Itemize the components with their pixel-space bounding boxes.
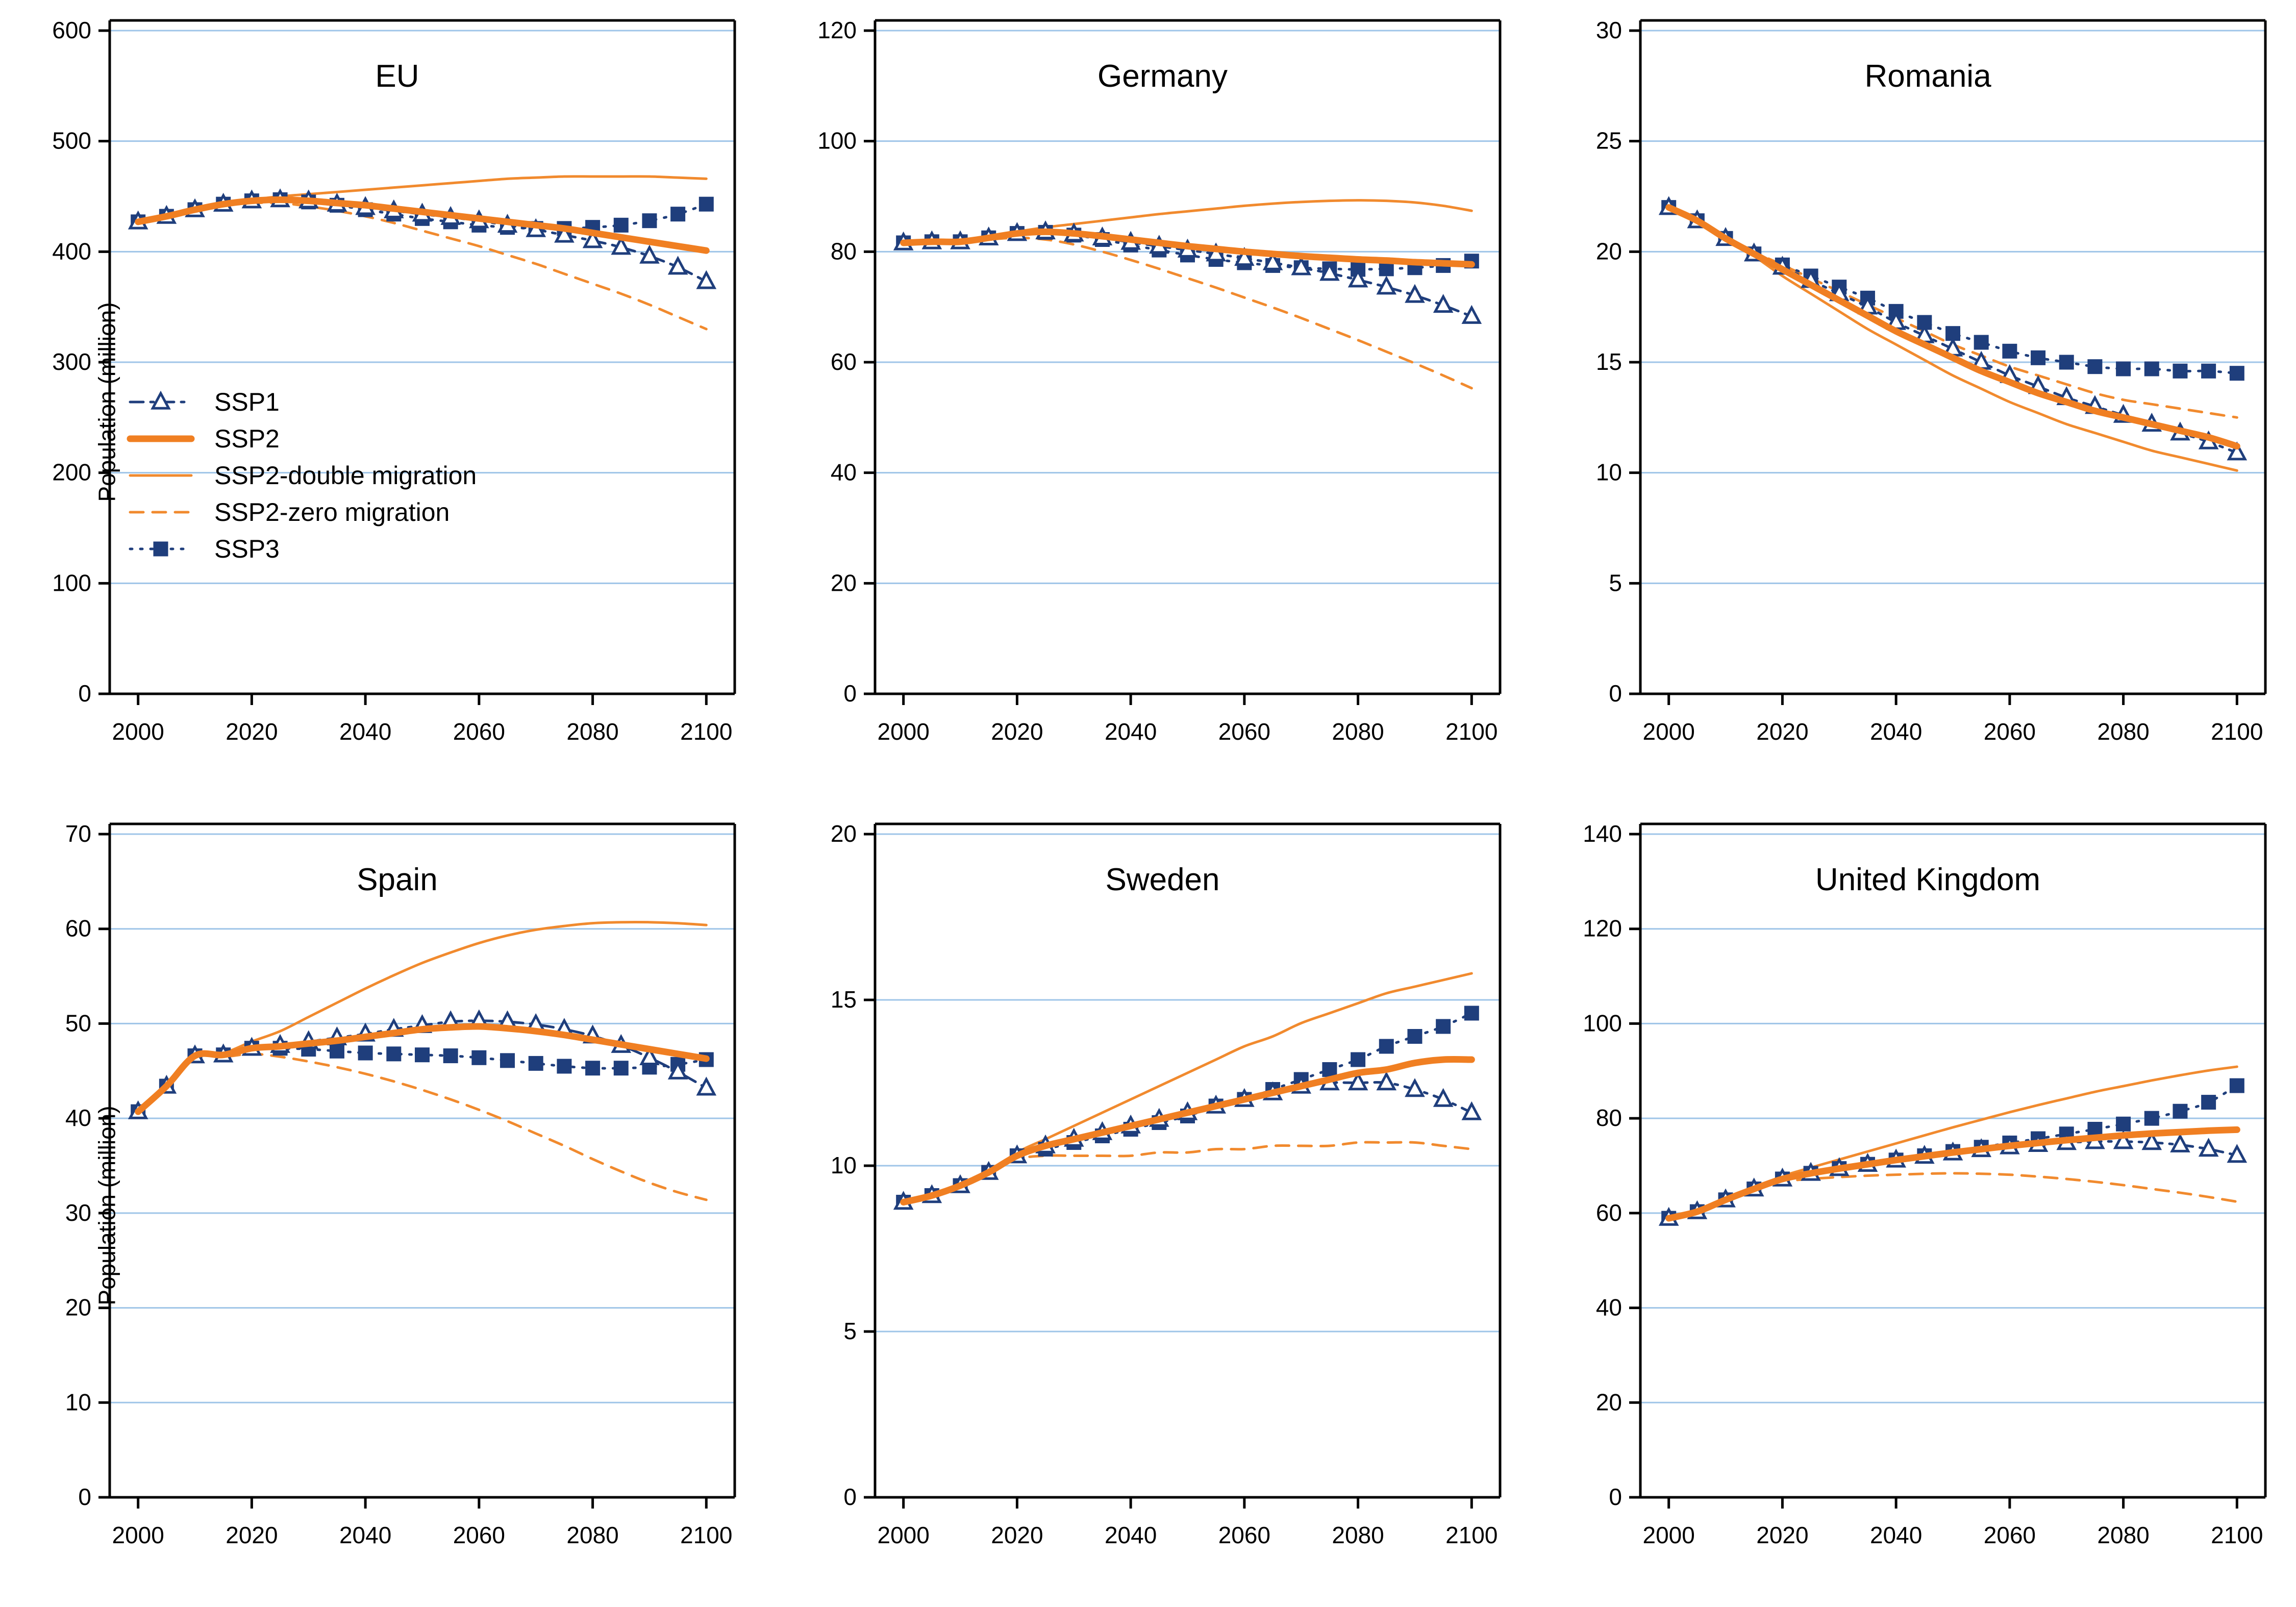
svg-text:80: 80 xyxy=(830,238,857,265)
svg-text:60: 60 xyxy=(1595,1199,1622,1226)
y-axis-label-eu: Population (million) xyxy=(93,302,120,502)
svg-text:2080: 2080 xyxy=(566,718,619,745)
chart-germany xyxy=(765,0,1531,804)
svg-text:2040: 2040 xyxy=(1869,1522,1923,1548)
svg-text:15: 15 xyxy=(1595,348,1622,375)
svg-text:2000: 2000 xyxy=(877,718,930,745)
svg-text:United Kingdom: United Kingdom xyxy=(1815,862,2041,897)
svg-text:300: 300 xyxy=(52,348,91,375)
svg-text:60: 60 xyxy=(65,915,91,942)
legend-label: SSP1 xyxy=(214,388,280,416)
svg-text:2040: 2040 xyxy=(1104,718,1157,745)
svg-text:2040: 2040 xyxy=(1104,1522,1157,1548)
svg-text:2040: 2040 xyxy=(1869,718,1923,745)
svg-text:120: 120 xyxy=(1583,915,1622,942)
y-axis-label-spain: Population (million) xyxy=(93,1105,120,1305)
svg-text:40: 40 xyxy=(65,1104,91,1132)
svg-text:50: 50 xyxy=(65,1010,91,1037)
svg-text:2020: 2020 xyxy=(1756,1522,1809,1548)
svg-text:0: 0 xyxy=(1609,680,1622,707)
svg-text:2100: 2100 xyxy=(2211,1522,2263,1548)
svg-text:2040: 2040 xyxy=(339,1522,392,1548)
svg-text:0: 0 xyxy=(1609,1484,1622,1510)
svg-text:2100: 2100 xyxy=(1445,1522,1498,1548)
svg-text:2040: 2040 xyxy=(339,718,392,745)
svg-text:100: 100 xyxy=(817,127,857,154)
series-line-ssp2-zero-migration xyxy=(138,1054,707,1200)
svg-text:100: 100 xyxy=(1583,1010,1622,1037)
svg-text:60: 60 xyxy=(830,348,857,375)
svg-text:100: 100 xyxy=(52,569,91,596)
svg-text:5: 5 xyxy=(843,1318,857,1344)
svg-text:2100: 2100 xyxy=(1445,718,1498,745)
svg-text:2000: 2000 xyxy=(877,1522,930,1548)
svg-text:2060: 2060 xyxy=(1218,718,1271,745)
svg-text:2100: 2100 xyxy=(680,1522,733,1548)
svg-text:70: 70 xyxy=(65,820,91,847)
svg-text:EU: EU xyxy=(375,59,419,94)
svg-text:2020: 2020 xyxy=(1756,718,1809,745)
svg-text:140: 140 xyxy=(1583,820,1622,847)
svg-text:5: 5 xyxy=(1609,569,1622,596)
panel-united-kingdom xyxy=(1531,804,2296,1607)
svg-text:0: 0 xyxy=(78,680,91,707)
svg-text:40: 40 xyxy=(1595,1294,1622,1321)
svg-text:2000: 2000 xyxy=(112,1522,164,1548)
svg-text:0: 0 xyxy=(843,1484,857,1510)
series-line-ssp1 xyxy=(904,1083,1472,1202)
svg-text:20: 20 xyxy=(830,820,857,847)
svg-text:2020: 2020 xyxy=(991,1522,1043,1548)
svg-text:25: 25 xyxy=(1595,127,1622,154)
svg-text:0: 0 xyxy=(78,1484,91,1510)
svg-text:30: 30 xyxy=(1595,17,1622,43)
svg-text:2060: 2060 xyxy=(1983,718,2036,745)
svg-text:2080: 2080 xyxy=(566,1522,619,1548)
svg-text:20: 20 xyxy=(1595,238,1622,265)
chart-sweden xyxy=(765,804,1531,1607)
panel-sweden xyxy=(765,804,1531,1607)
svg-text:2020: 2020 xyxy=(226,1522,278,1548)
legend-label: SSP3 xyxy=(214,535,280,563)
svg-text:2060: 2060 xyxy=(453,1522,506,1548)
svg-text:20: 20 xyxy=(830,569,857,596)
svg-text:30: 30 xyxy=(65,1199,91,1226)
svg-text:120: 120 xyxy=(817,17,857,43)
svg-text:10: 10 xyxy=(65,1389,91,1416)
panel-spain xyxy=(0,804,765,1607)
svg-text:2100: 2100 xyxy=(2211,718,2263,745)
svg-text:10: 10 xyxy=(830,1152,857,1178)
svg-text:Spain: Spain xyxy=(357,862,438,897)
svg-text:2020: 2020 xyxy=(226,718,278,745)
svg-text:2060: 2060 xyxy=(1218,1522,1271,1548)
svg-text:2060: 2060 xyxy=(453,718,506,745)
panel-romania xyxy=(1531,0,2296,804)
svg-text:80: 80 xyxy=(1595,1104,1622,1132)
svg-text:20: 20 xyxy=(65,1294,91,1321)
svg-text:Sweden: Sweden xyxy=(1105,862,1220,897)
svg-text:Romania: Romania xyxy=(1864,59,1991,94)
svg-text:2000: 2000 xyxy=(112,718,164,745)
svg-text:2080: 2080 xyxy=(2097,718,2150,745)
svg-text:400: 400 xyxy=(52,238,91,265)
legend xyxy=(130,388,477,563)
svg-text:Germany: Germany xyxy=(1097,59,1228,94)
svg-text:2020: 2020 xyxy=(991,718,1043,745)
svg-text:2000: 2000 xyxy=(1642,718,1695,745)
series-line-ssp2-zero-migration xyxy=(1669,208,2237,418)
svg-text:10: 10 xyxy=(1595,459,1622,486)
svg-text:2060: 2060 xyxy=(1983,1522,2036,1548)
chart-romania xyxy=(1531,0,2296,804)
panel-germany xyxy=(765,0,1531,804)
panel-eu xyxy=(0,0,765,804)
svg-text:2080: 2080 xyxy=(2097,1522,2150,1548)
svg-text:20: 20 xyxy=(1595,1389,1622,1416)
svg-text:0: 0 xyxy=(843,680,857,707)
svg-text:2000: 2000 xyxy=(1642,1522,1695,1548)
legend-label: SSP2 xyxy=(214,424,280,453)
legend-label: SSP2-double migration xyxy=(214,461,477,490)
svg-text:15: 15 xyxy=(830,986,857,1013)
svg-text:600: 600 xyxy=(52,17,91,43)
svg-text:2080: 2080 xyxy=(1332,718,1384,745)
svg-text:2080: 2080 xyxy=(1332,1522,1384,1548)
svg-text:2100: 2100 xyxy=(680,718,733,745)
svg-text:500: 500 xyxy=(52,127,91,154)
svg-text:200: 200 xyxy=(52,459,91,486)
svg-text:40: 40 xyxy=(830,459,857,486)
chart-united-kingdom xyxy=(1531,804,2296,1607)
legend-label: SSP2-zero migration xyxy=(214,498,450,526)
